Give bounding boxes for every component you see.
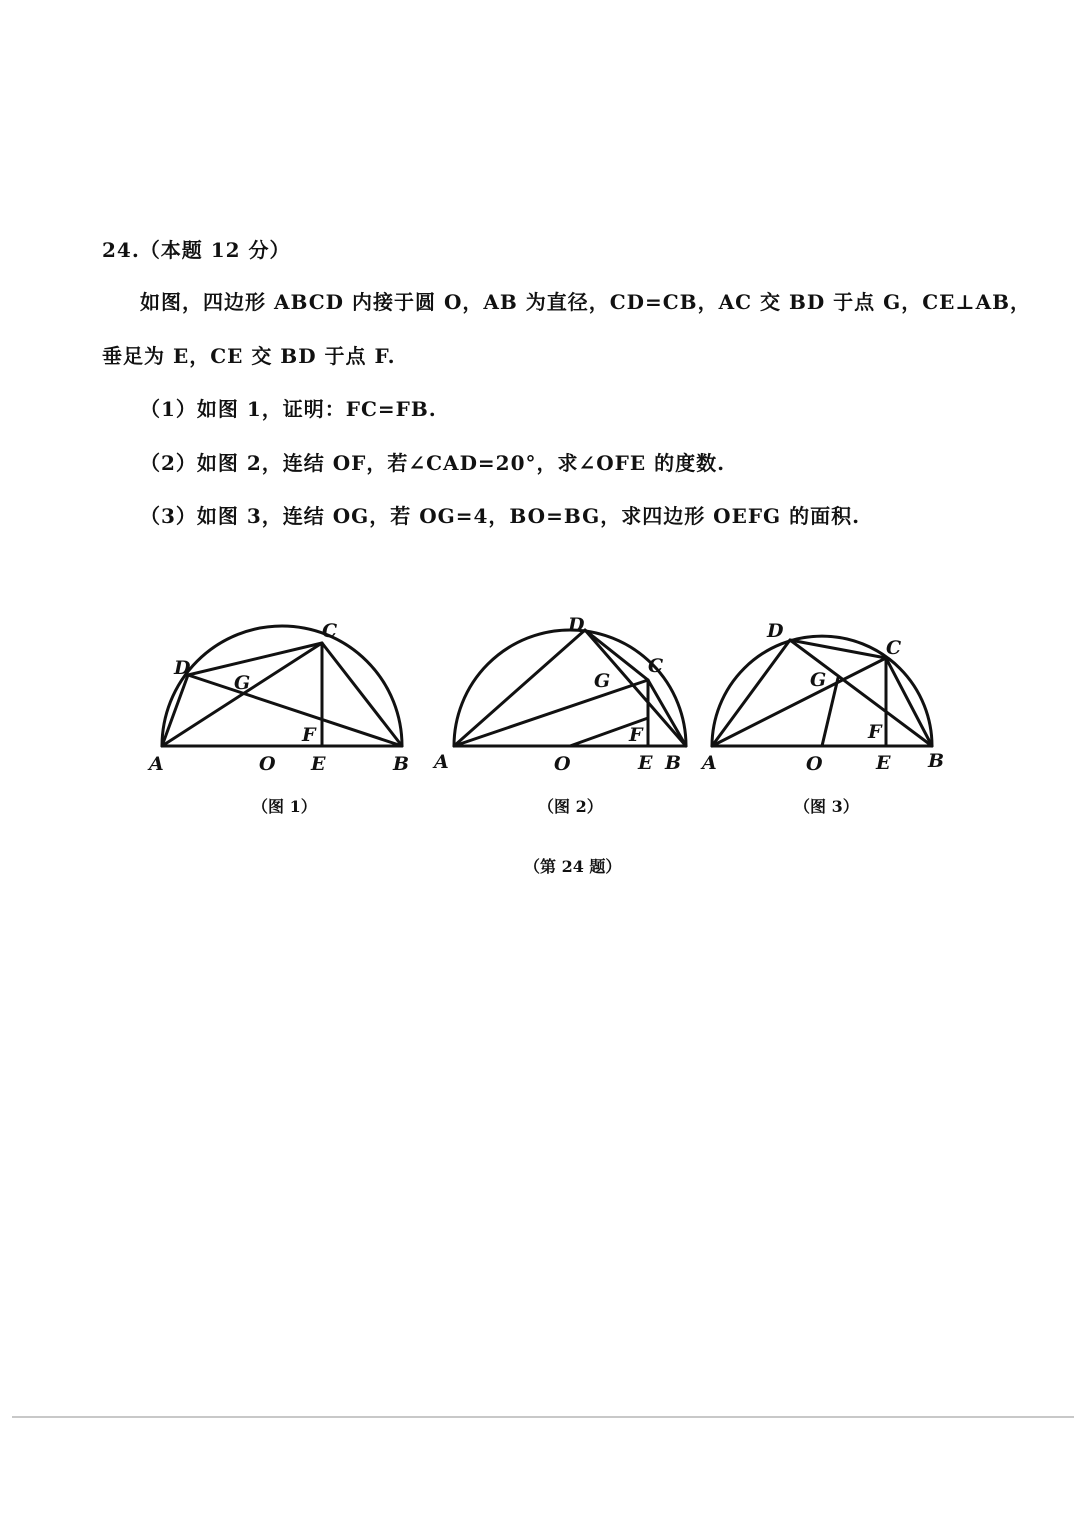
fig1-label-O: O xyxy=(259,753,276,775)
fig2-label-D: D xyxy=(568,614,585,636)
fig1-label-D: D xyxy=(174,657,191,679)
fig3-label-G: G xyxy=(810,669,827,691)
figure-3-caption: （图 3） xyxy=(794,797,859,816)
page-bottom-divider xyxy=(12,1416,1074,1418)
fig1-diagonal-BD xyxy=(188,675,402,746)
fig2-diagonal-AC xyxy=(454,680,648,746)
question-part-1: （1）如图 1，证明：FC=FB. xyxy=(140,397,437,421)
question-part-3: （3）如图 3，连结 OG，若 OG=4，BO=BG，求四边形 OEFG 的面积. xyxy=(140,504,861,528)
problem-figure-caption: （第 24 题） xyxy=(524,857,622,876)
fig2-quad-ABCD xyxy=(454,630,686,746)
fig1-semicircle xyxy=(162,626,402,746)
fig3-diagonal-BD xyxy=(790,640,932,746)
fig2-label-O: O xyxy=(554,753,571,775)
figure-1-caption: （图 1） xyxy=(252,797,317,816)
fig2-label-E: E xyxy=(638,752,653,774)
figure-2-diagram xyxy=(454,630,686,746)
fig3-label-F: F xyxy=(868,721,882,743)
question-part-2: （2）如图 2，连结 OF，若∠CAD=20°，求∠OFE 的度数. xyxy=(140,451,726,475)
fig2-label-A: A xyxy=(434,751,449,773)
fig1-label-C: C xyxy=(322,620,338,642)
fig3-label-B: B xyxy=(928,750,945,772)
fig1-label-F: F xyxy=(302,724,316,746)
figure-2-caption: （图 2） xyxy=(538,797,603,816)
fig3-diagonal-AC xyxy=(712,658,886,746)
fig1-label-E: E xyxy=(311,753,326,775)
problem-intro-line-2: 垂足为 E，CE 交 BD 于点 F. xyxy=(102,344,396,368)
fig2-label-C: C xyxy=(648,655,664,677)
fig1-label-G: G xyxy=(234,672,251,694)
problem-header: 24.（本题 12 分） xyxy=(102,238,291,262)
fig2-label-F: F xyxy=(629,724,643,746)
fig2-label-B: B xyxy=(665,752,682,774)
fig3-label-D: D xyxy=(767,620,784,642)
fig3-label-C: C xyxy=(886,637,902,659)
fig3-label-E: E xyxy=(876,752,891,774)
figure-1-diagram xyxy=(162,626,402,746)
fig3-label-O: O xyxy=(806,753,823,775)
problem-intro-line-1: 如图，四边形 ABCD 内接于圆 O，AB 为直径，CD=CB，AC 交 BD 于点 G，CE⊥AB， xyxy=(140,290,1031,314)
fig1-label-A: A xyxy=(149,753,164,775)
fig2-label-G: G xyxy=(594,670,611,692)
fig1-label-B: B xyxy=(393,753,410,775)
fig3-label-A: A xyxy=(702,752,717,774)
